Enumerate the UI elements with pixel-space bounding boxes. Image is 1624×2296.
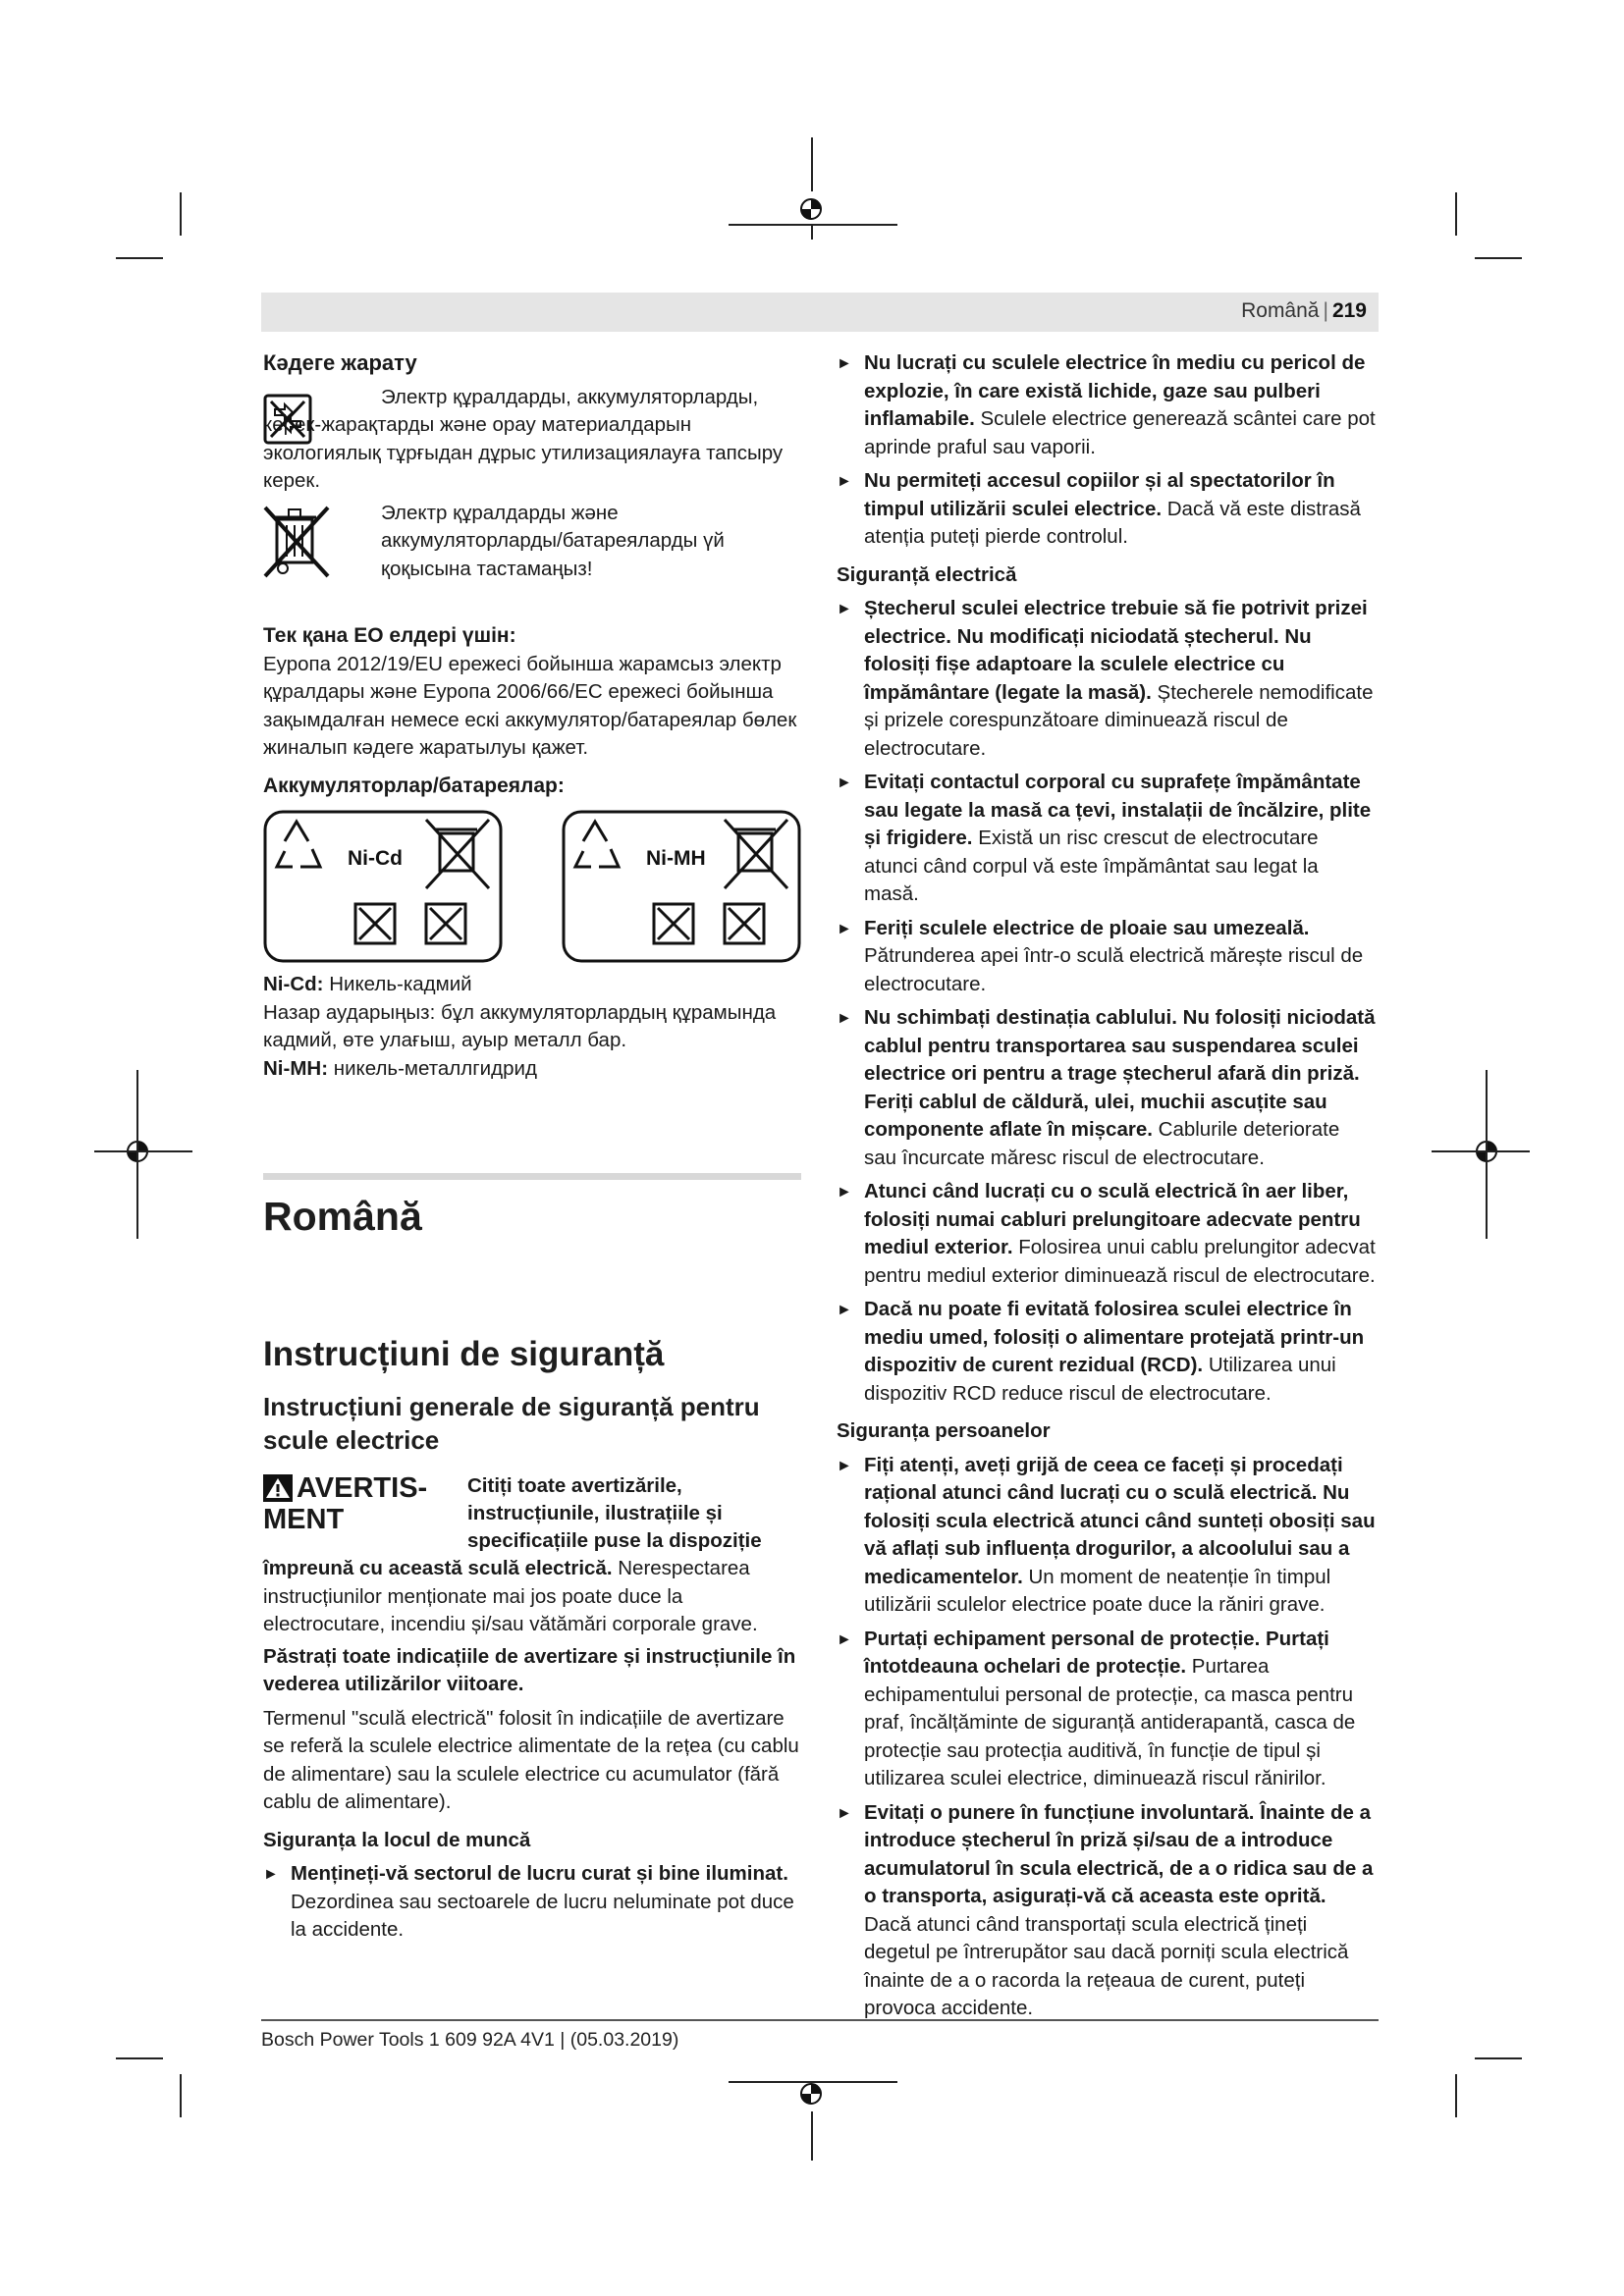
- safety-title: Instrucțiuni de siguranță: [263, 1335, 665, 1373]
- registration-line: [729, 2081, 897, 2083]
- recycle-icon: [575, 822, 619, 867]
- list-item: ► Fiți atenți, aveți grijă de ceea ce faceți și procedați rațional atunci când lucrați cu o sculă electrică. Nu folosiți scula electrică atunci când sunteți obosiți sau vă aflați sub influența drogurilor, a alcoolului sau a medicamentelor. Un moment de neatenție în timpul utilizării sculelor electrice poate duce la răniri grave.: [837, 1452, 1377, 1620]
- warning-bold: Citiți toate avertizările, instrucțiunile, ilustrațiile și specificațiile puse la dispoziție: [467, 1474, 762, 1552]
- kz-disposal-heading: Кәдеге жарату: [263, 350, 417, 375]
- bullet-arrow-icon: ►: [837, 1630, 852, 1648]
- list-item: ► Mențineți-vă sectorul de lucru curat și bine iluminat. Dezordinea sau sectoarele de lucru neluminate pot duce la accidente.: [263, 1860, 801, 1945]
- warning-triangle-icon: [263, 1474, 293, 1502]
- term-text: Termenul "sculă electrică" folosit în indicațiile de avertizare se referă la sculele electrice alimentate de la rețea (cu cablu de alimentare) sau la sculele electrice cu acumulator (fără cablu de alimentare).: [263, 1706, 799, 1813]
- electrical-heading: Siguranță electrică: [837, 562, 1017, 586]
- nimh-logo-text: Ni-MH: [646, 847, 706, 870]
- registration-line: [136, 1070, 138, 1239]
- kz-disposal-text2: Электр құралдарды және аккумуляторларды/батареяларды үй қоқысына тастамаңыз!: [381, 501, 725, 580]
- bullet-arrow-icon: ►: [837, 774, 852, 791]
- list-item: ► Nu permiteți accesul copiilor și al spectatorilor în timpul utilizării sculei electrice. Dacă vă este distrasă atenția puteți pierde controlul.: [837, 467, 1377, 552]
- header-section: Română: [1241, 299, 1320, 322]
- right-column: [837, 349, 1377, 2023]
- footer-rule: [261, 2019, 1379, 2021]
- list-item: ► Evitați o punere în funcțiune involuntară. Înainte de a introduce ștecherul în priză și/sau de a introduce acumulatorul în scula electrică, de a o ridica sau de a o transporta, asigurați-vă că aceasta este oprită. Dacă atunci când transportați scula electrică țineți degetul pe întrerupător sau dacă porniți scula electrică înainte de a o racorda la rețeaua de curent, puteți provoca accidente.: [837, 1799, 1377, 2023]
- crossed-bin-icon: [725, 820, 787, 888]
- list-item: ► Nu schimbați destinația cablului. Nu folosiți niciodată cablul pentru transportarea sau suspendarea sculei electrice ori pentru a trage ștecherul afară din priză. Feriți cablul de căldură, ulei, muchii ascuțite sau componente aflate în mișcare. Cablurile deteriorate sau încurcate măresc riscul de electrocutare.: [837, 1004, 1377, 1172]
- warning-bold2: împreună cu această sculă electrică.: [263, 1557, 613, 1579]
- registration-line: [1486, 1070, 1488, 1239]
- bullet-arrow-icon: ►: [837, 355, 852, 372]
- list-item: ► Feriți sculele electrice de ploaie sau umezeală. Pătrunderea apei într-o sculă electrică mărește riscul de electrocutare.: [837, 915, 1377, 999]
- crop-mark: [116, 2057, 163, 2059]
- crop-mark: [180, 2074, 182, 2117]
- list-item: ► Dacă nu poate fi evitată folosirea sculei electrice în mediu umed, folosiți o alimentare protejată printr-un dispozitiv de curent rezidual (RCD). Utilizarea unui dispozitiv RCD reduce riscul de electrocutare.: [837, 1296, 1377, 1408]
- page-footer: Bosch Power Tools 1 609 92A 4V1 | (05.03.2019): [261, 2029, 679, 2051]
- left-column: [263, 349, 801, 1945]
- kz-disposal-text1: Электр құралдарды, аккумуляторларды, керек-жарақтарды және орау материалдарын экологиялық тұрғыдан дұрыс утилизациялауға тапсыру керек.: [263, 385, 784, 492]
- keep-instructions: Păstrați toate indicațiile de avertizare și instrucțiunile în vederea utilizărilor viitoare.: [263, 1644, 796, 1695]
- list-item: ► Atunci când lucrați cu o sculă electrică în aer liber, folosiți numai cabluri prelungitoare adecvate pentru mediul exterior. Folosirea unui cablu prelungitor adecvat pentru mediul exterior diminuează riscul de electrocutare.: [837, 1178, 1377, 1290]
- kz-eu-text: Еуропа 2012/19/EU ережесі бойынша жарамсыз электр құралдары және Еуропа 2006/66/EC ережесі бойынша зақымдалған немесе ескі аккумулятор/батареялар бөлек жиналып кәдеге жаратылуы қажет.: [263, 652, 797, 759]
- bullet-arrow-icon: ►: [837, 920, 852, 937]
- page-header: Română | 219: [261, 293, 1379, 332]
- kz-batteries-heading: Аккумуляторлар/батареялар:: [263, 774, 565, 797]
- warning-rest: Nerespectarea instrucțiunilor menționate mai jos poate duce la electrocutare, incendiu și/sau vătămări corporale grave.: [263, 1557, 758, 1635]
- bullet-arrow-icon: ►: [837, 473, 852, 490]
- kz-nicd-line: [263, 971, 801, 999]
- crop-mark: [1455, 192, 1457, 236]
- workplace-heading: Siguranța la locul de muncă: [263, 1828, 531, 1851]
- registration-line: [811, 137, 813, 191]
- bullet-arrow-icon: ►: [837, 1010, 852, 1027]
- section-divider: [263, 1173, 801, 1180]
- list-item: ► Ștecherul sculei electrice trebuie să fie potrivit prizei electrice. Nu modificați niciodată ștecherul. Nu folosiți fișe adaptoare la sculele electrice cu împământare (legate la masă). Ștecherele nemodificate și prizele corespunzătoare diminuează riscul de electrocutare.: [837, 595, 1377, 763]
- crop-mark: [1475, 2057, 1522, 2059]
- bullet-arrow-icon: ►: [837, 601, 852, 617]
- nimh-battery-symbol: [562, 810, 801, 963]
- bullet-arrow-icon: ►: [263, 1866, 279, 1883]
- list-item: ► Purtați echipament personal de protecție. Purtați întotdeauna ochelari de protecție. Purtarea echipamentului personal de protecție, ca masca pentru praf, încălțăminte de siguranță antiderapantă, casca de protecție sau protecția auditivă, în funcție de tipul și utilizarea sculei electrice, diminuează riscul rănirilor.: [837, 1626, 1377, 1793]
- crop-mark: [116, 257, 163, 259]
- nimh-value: никель-металлгидрид: [333, 1056, 537, 1080]
- warning-label-line2: MENT: [263, 1504, 345, 1535]
- kz-warning-text: Назар аударыңыз: бұл аккумуляторлардың құрамында кадмий, өте улағыш, ауыр металл бар.: [263, 1000, 777, 1051]
- kz-eu-heading: Тек қана ЕО елдері үшін:: [263, 624, 516, 647]
- crossed-bin-icon: [426, 820, 489, 888]
- nicd-logo-text: Ni-Cd: [348, 847, 403, 870]
- nicd-value: Никель-кадмий: [329, 973, 472, 995]
- nicd-label: Ni-Cd:: [263, 973, 324, 995]
- crop-mark: [180, 192, 182, 236]
- registration-line: [811, 226, 813, 240]
- recycling-tools-icon: [263, 394, 312, 445]
- personal-heading: Siguranța persoanelor: [837, 1419, 1051, 1442]
- registration-line: [94, 1150, 192, 1152]
- list-item: ► Nu lucrați cu sculele electrice în mediu cu pericol de explozie, în care există lichide, gaze sau pulberi inflamabile. Sculele electrice generează scântei care pot aprinde praful sau vaporii.: [837, 349, 1377, 461]
- nicd-battery-symbol: [263, 810, 503, 963]
- general-title: Instrucțiuni generale de siguranță pentru scule electrice: [263, 1392, 760, 1455]
- bullet-arrow-icon: ►: [837, 1804, 852, 1822]
- bullet-arrow-icon: ►: [837, 1302, 852, 1318]
- kz-nimh-line: [263, 1055, 801, 1084]
- nimh-label: Ni-MH:: [263, 1056, 329, 1080]
- crossed-bin-icon: [263, 504, 332, 582]
- crop-mark: [1455, 2074, 1457, 2117]
- list-item: ► Evitați contactul corporal cu suprafețe împământate sau legate la masă ca țevi, instalații de încălzire, plite și frigidere. Există un risc crescut de electrocutare atunci când corpul vă este împământat sau legat la masă.: [837, 769, 1377, 909]
- registration-line: [729, 224, 897, 226]
- registration-mark-icon: [793, 191, 829, 227]
- recycle-icon: [277, 822, 320, 867]
- page-number: 219: [1331, 299, 1367, 322]
- bullet-arrow-icon: ►: [837, 1184, 852, 1201]
- crop-mark: [1475, 257, 1522, 259]
- warning-block: [263, 1472, 801, 1555]
- warning-label-line1: AVERTIS-: [297, 1472, 428, 1504]
- language-title: Română: [263, 1194, 422, 1239]
- registration-line: [811, 2111, 813, 2161]
- registration-line: [1432, 1150, 1530, 1152]
- bullet-arrow-icon: ►: [837, 1457, 852, 1474]
